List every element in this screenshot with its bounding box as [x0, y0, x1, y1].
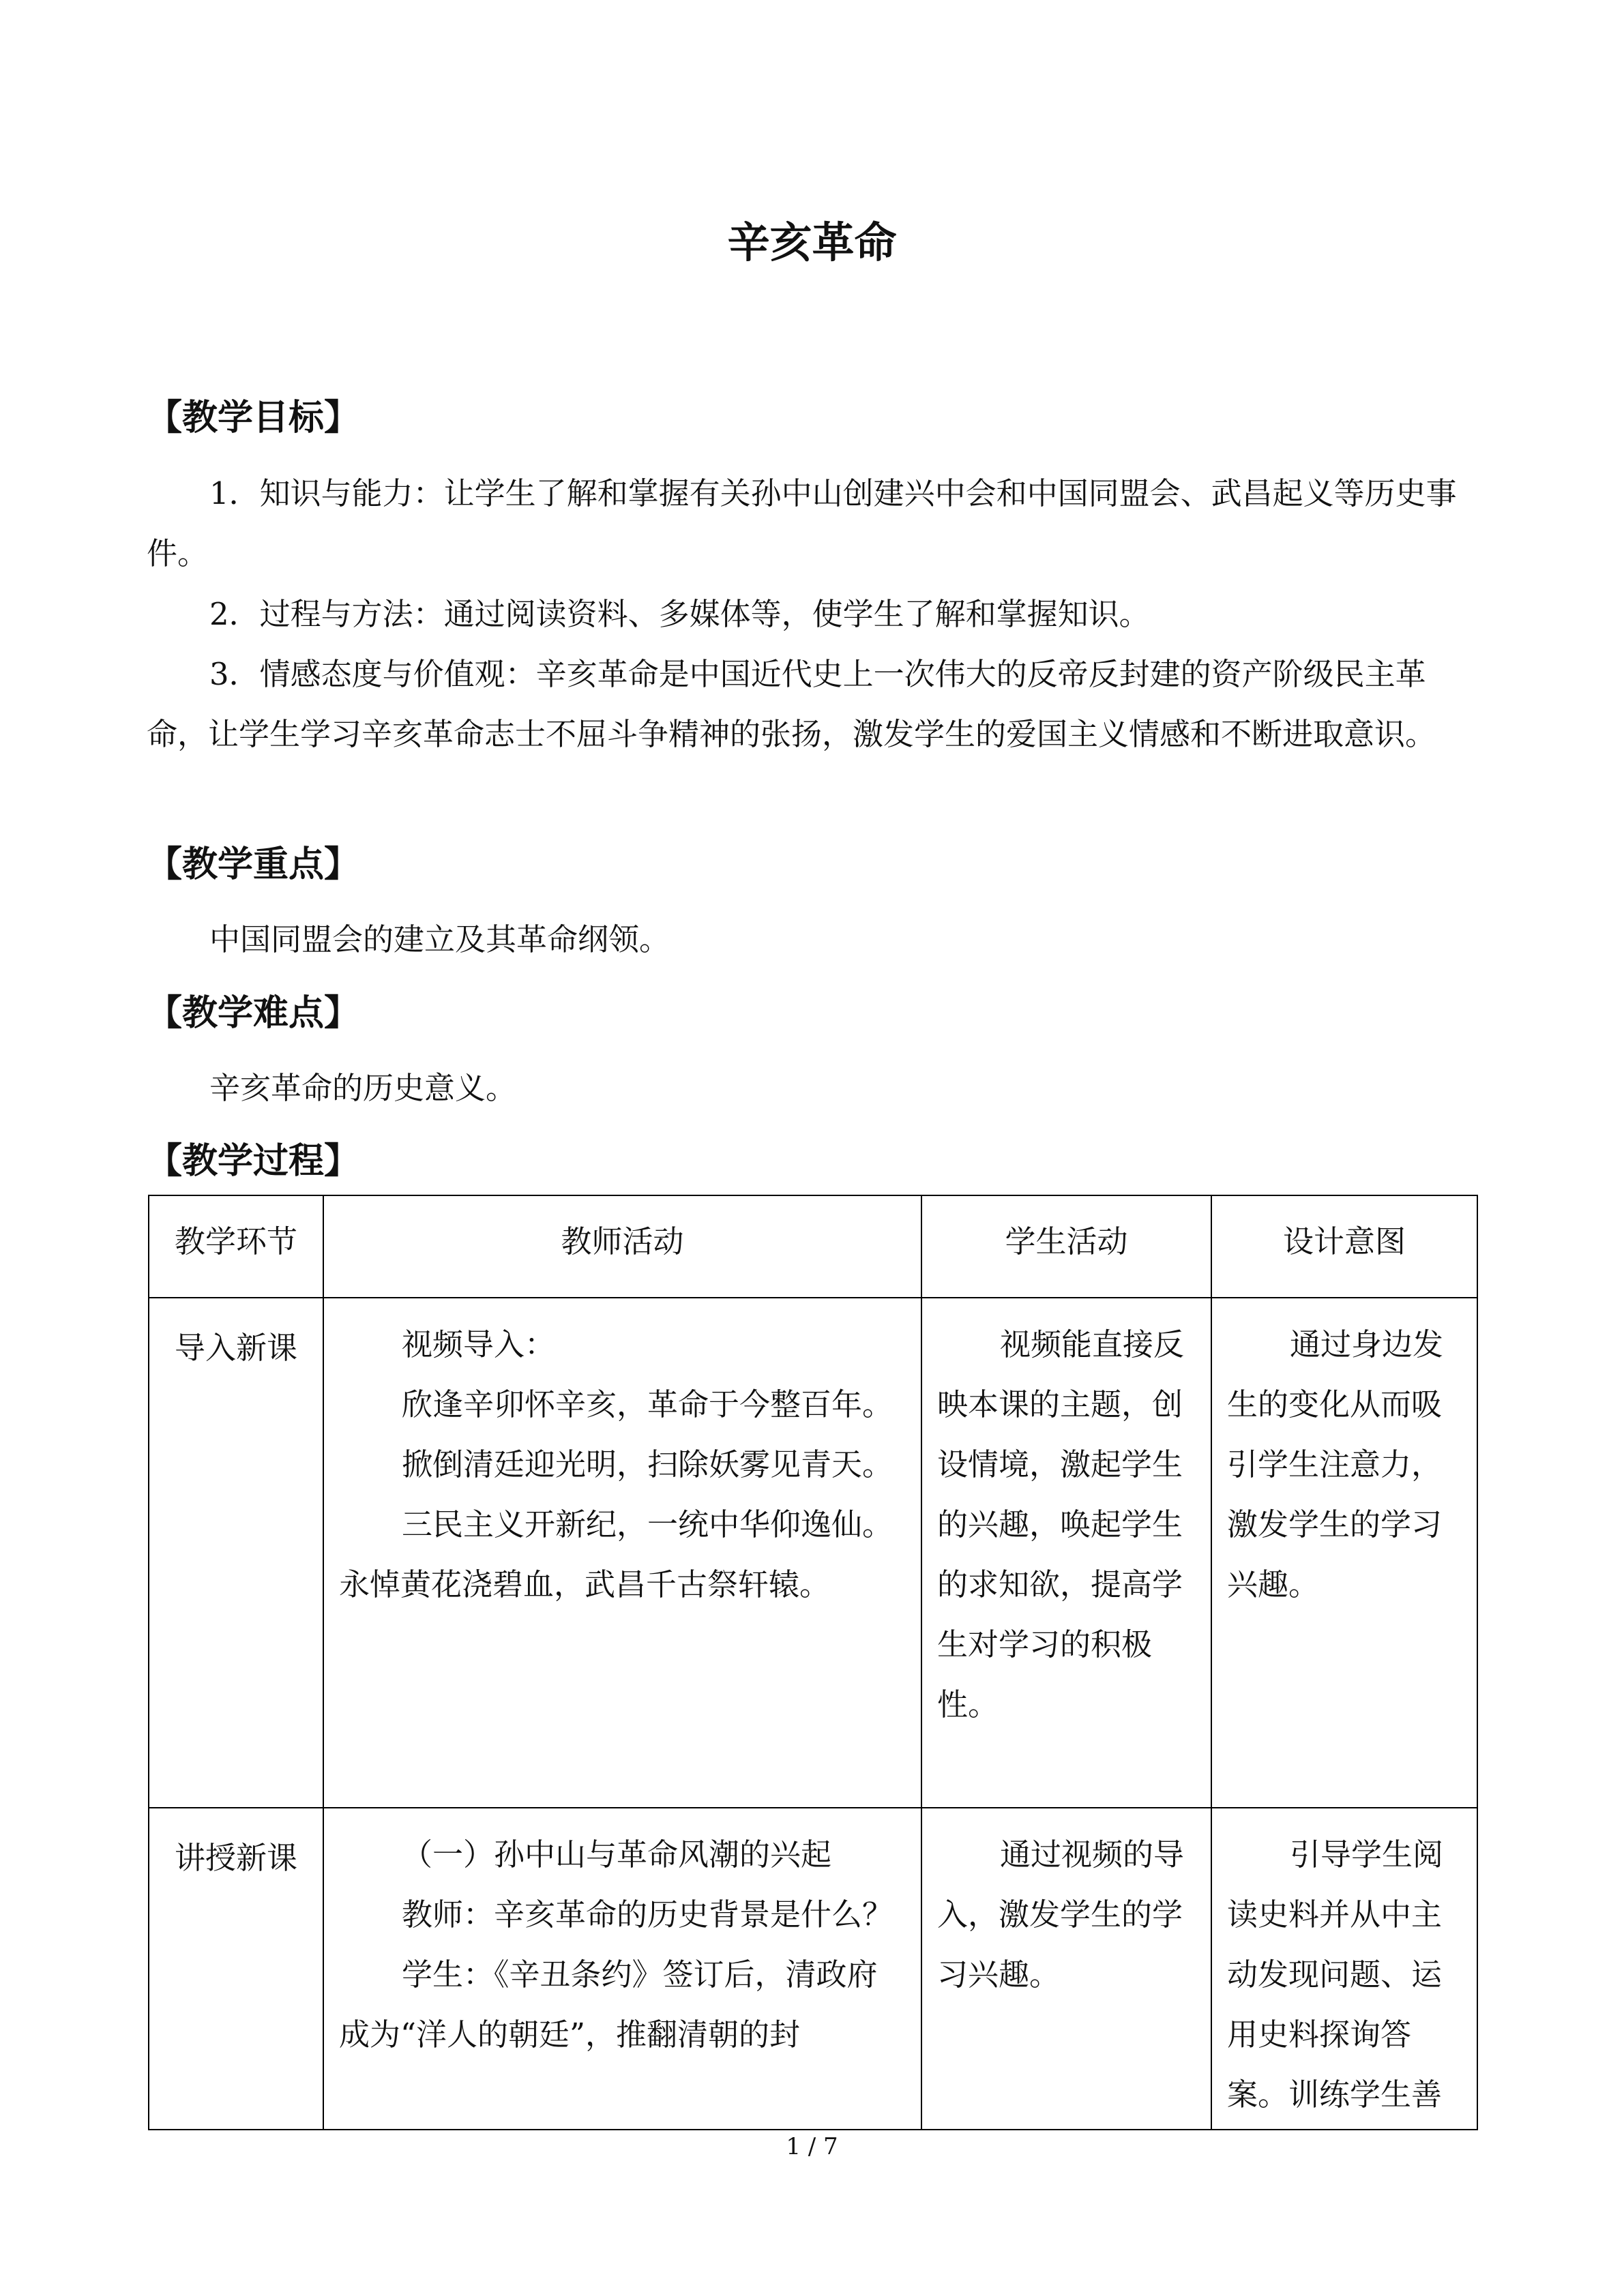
page-number: 1 / 7 — [786, 2133, 838, 2160]
teacher-line: 掀倒清廷迎光明，扫除妖雾见青天。 — [402, 1446, 894, 1482]
teacher-activity-cell — [323, 1808, 921, 2130]
header-student: 学生活动 — [921, 1195, 1211, 1298]
lesson-table — [148, 1195, 1478, 2130]
student-text: 通过视频的导入，激发学生的学习兴趣。 — [937, 1836, 1185, 1993]
teacher-line: 三民主义开新纪，一统中华仰逸仙。 — [402, 1506, 894, 1542]
stage-cell: 导入新课 — [149, 1298, 323, 1808]
goal-item-2: 2．过程与方法：通过阅读资料、多媒体等，使学生了解和掌握知识。 — [209, 596, 1150, 632]
student-text: 视频能直接反映本课的主题，创设情境，激起学生的兴趣，唤起学生的求知欲，提高学生对学习的积极性。 — [937, 1326, 1185, 1723]
intent-text: 通过身边发生的变化从而吸引学生注意力，激发学生的学习兴趣。 — [1227, 1326, 1444, 1602]
difficulties-text: 辛亥革命的历史意义。 — [209, 1070, 517, 1106]
student-activity-cell — [921, 1298, 1211, 1808]
header-intent: 设计意图 — [1211, 1195, 1477, 1298]
teacher-line: 教师：辛亥革命的历史背景是什么？ — [402, 1896, 894, 1933]
teacher-activity-cell — [323, 1298, 921, 1808]
table-header-row — [149, 1195, 1477, 1298]
teacher-line: （一）孙中山与革命风潮的兴起 — [402, 1836, 832, 1873]
header-teacher: 教师活动 — [323, 1195, 921, 1298]
stage-cell: 讲授新课 — [149, 1808, 323, 2130]
table-row — [149, 1808, 1477, 2130]
heading-difficulties: 【教学难点】 — [147, 993, 360, 1034]
design-intent-cell — [1211, 1808, 1477, 2130]
teacher-line: 学生：《辛丑条约》签订后，清政府成为“洋人的朝廷”，推翻清朝的封 — [339, 1956, 878, 2053]
goal-item-3: 3．情感态度与价值观：辛亥革命是中国近代史上一次伟大的反帝反封建的资产阶级民主革命，让学生学习辛亥革命志士不屈斗争精神的张扬，激发学生的爱国主义情感和不断进取意识。 — [147, 656, 1436, 752]
teacher-line: 欣逢辛卯怀辛亥，革命于今整百年。 — [402, 1386, 894, 1422]
heading-key-points: 【教学重点】 — [147, 844, 360, 885]
heading-goals: 【教学目标】 — [147, 398, 360, 438]
goal-item-1: 1．知识与能力：让学生了解和掌握有关孙中山创建兴中会和中国同盟会、武昌起义等历史事件。 — [147, 475, 1457, 571]
page-title: 辛亥革命 — [727, 218, 897, 267]
design-intent-cell — [1211, 1298, 1477, 1808]
key-points-text: 中国同盟会的建立及其革命纲领。 — [209, 921, 670, 957]
student-activity-cell — [921, 1808, 1211, 2130]
teacher-line: 永悼黄花浇碧血，武昌千古祭轩辕。 — [339, 1566, 831, 1602]
teacher-line: 视频导入： — [402, 1326, 556, 1362]
heading-process: 【教学过程】 — [147, 1141, 360, 1182]
table-row — [149, 1298, 1477, 1808]
header-stage: 教学环节 — [149, 1195, 323, 1298]
intent-text: 引导学生阅读史料并从中主动发现问题、运用史料探询答案。训练学生善 — [1227, 1836, 1444, 2113]
